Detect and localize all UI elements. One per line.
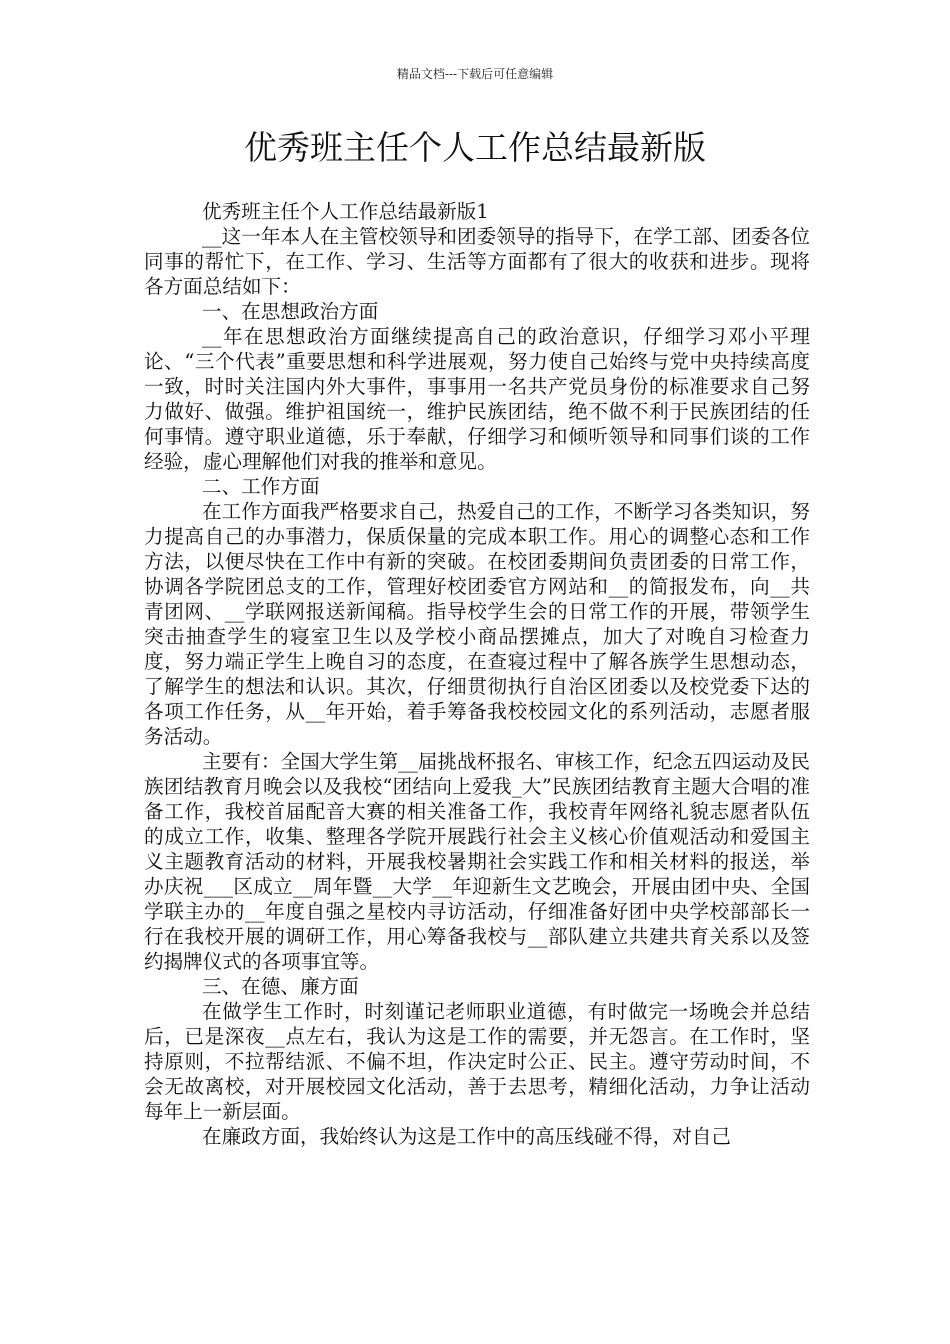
section-heading: 三、在德、廉方面 [202,975,359,998]
body-paragraph: 在工作方面我严格要求自己，热爱自己的工作，不断学习各类知识，努力提高自己的办事潜力，保质保量的完成本职工作。用心的调整心态和工作方法，以便尽快在工作中有新的突破。在校团委期间负责团委的日常工作，协调各学院团总支的工作，管理好校团委官方网站和__的简报发布，向__共青团网、__学联网报送新闻稿。指导校学生会的日常工作的开展，带领学生突击抽查学生的寝室卫生以及学校小商品摆摊点，加大了对晚自习检查力度，努力端正学生上晚自习的态度，在查寝过程中了解各族学生思想动态，了解学生的想法和认识。其次，仔细贯彻执行自治区团委以及校党委下达的各项工作任务，从__年开始，着手筹备我校校园文化的系列活动，志愿者服务活动。 [144,500,810,748]
section-heading: 二、工作方面 [202,475,320,498]
body-paragraph: __年在思想政治方面继续提高自己的政治意识，仔细学习邓小平理论、“三个代表”重要思想和科学进展观，努力使自己始终与党中央持续高度一致，时时关注国内外大事件，事事用一名共产党员身份的标准要求自己努力做好、做强。维护祖国统一，维护民族团结，绝不做不利于民族团结的任何事情。遵守职业道德，乐于奉献，仔细学习和倾听领导和同事们谈的工作经验，虚心理解他们对我的推举和意见。 [144,325,810,473]
body-paragraph: 在做学生工作时，时刻谨记老师职业道德，有时做完一场晚会并总结后，已是深夜__点左右，我认为这是工作的需要，并无怨言。在工作时，坚持原则，不拉帮结派、不偏不坦，作决定时公正、民主。遵守劳动时间，不会无故离校，对开展校园文化活动，善于去思考，精细化活动，力争让活动每年上一新层面。 [144,1000,810,1123]
header-note: 精品文档---下载后可任意编辑 [396,67,554,81]
body-paragraph: __这一年本人在主管校领导和团委领导的指导下，在学工部、团委各位同事的帮忙下，在工作、学习、生活等方面都有了很大的收获和进步。现将各方面总结如下： [144,225,810,298]
body-paragraph: 主要有：全国大学生第__届挑战杯报名、审核工作，纪念五四运动及民族团结教育月晚会以及我校“团结向上爱我_大”民族团结教育主题大合唱的准备工作，我校首届配音大赛的相关准备工作，我校青年网络礼貌志愿者队伍的成立工作，收集、整理各学院开展践行社会主义核心价值观活动和爱国主义主题教育活动的材料，开展我校暑期社会实践工作和相关材料的报送，举办庆祝___区成立__周年暨__大学__年迎新生文艺晚会，开展由团中央、全国学联主办的__年度自强之星校内寻访活动，仔细准备好团中央学校部部长一行在我校开展的调研工作，用心筹备我校与__部队建立共建共育关系以及签约揭牌仪式的各项事宜等。 [144,750,810,973]
document-body [144,199,810,1149]
section-subtitle: 优秀班主任个人工作总结最新版1 [202,200,489,223]
body-paragraph: 在廉政方面，我始终认为这是工作中的高压线碰不得，对自己 [202,1125,732,1148]
document-title: 优秀班主任个人工作总结最新版 [244,128,706,167]
section-heading: 一、在思想政治方面 [202,300,379,323]
